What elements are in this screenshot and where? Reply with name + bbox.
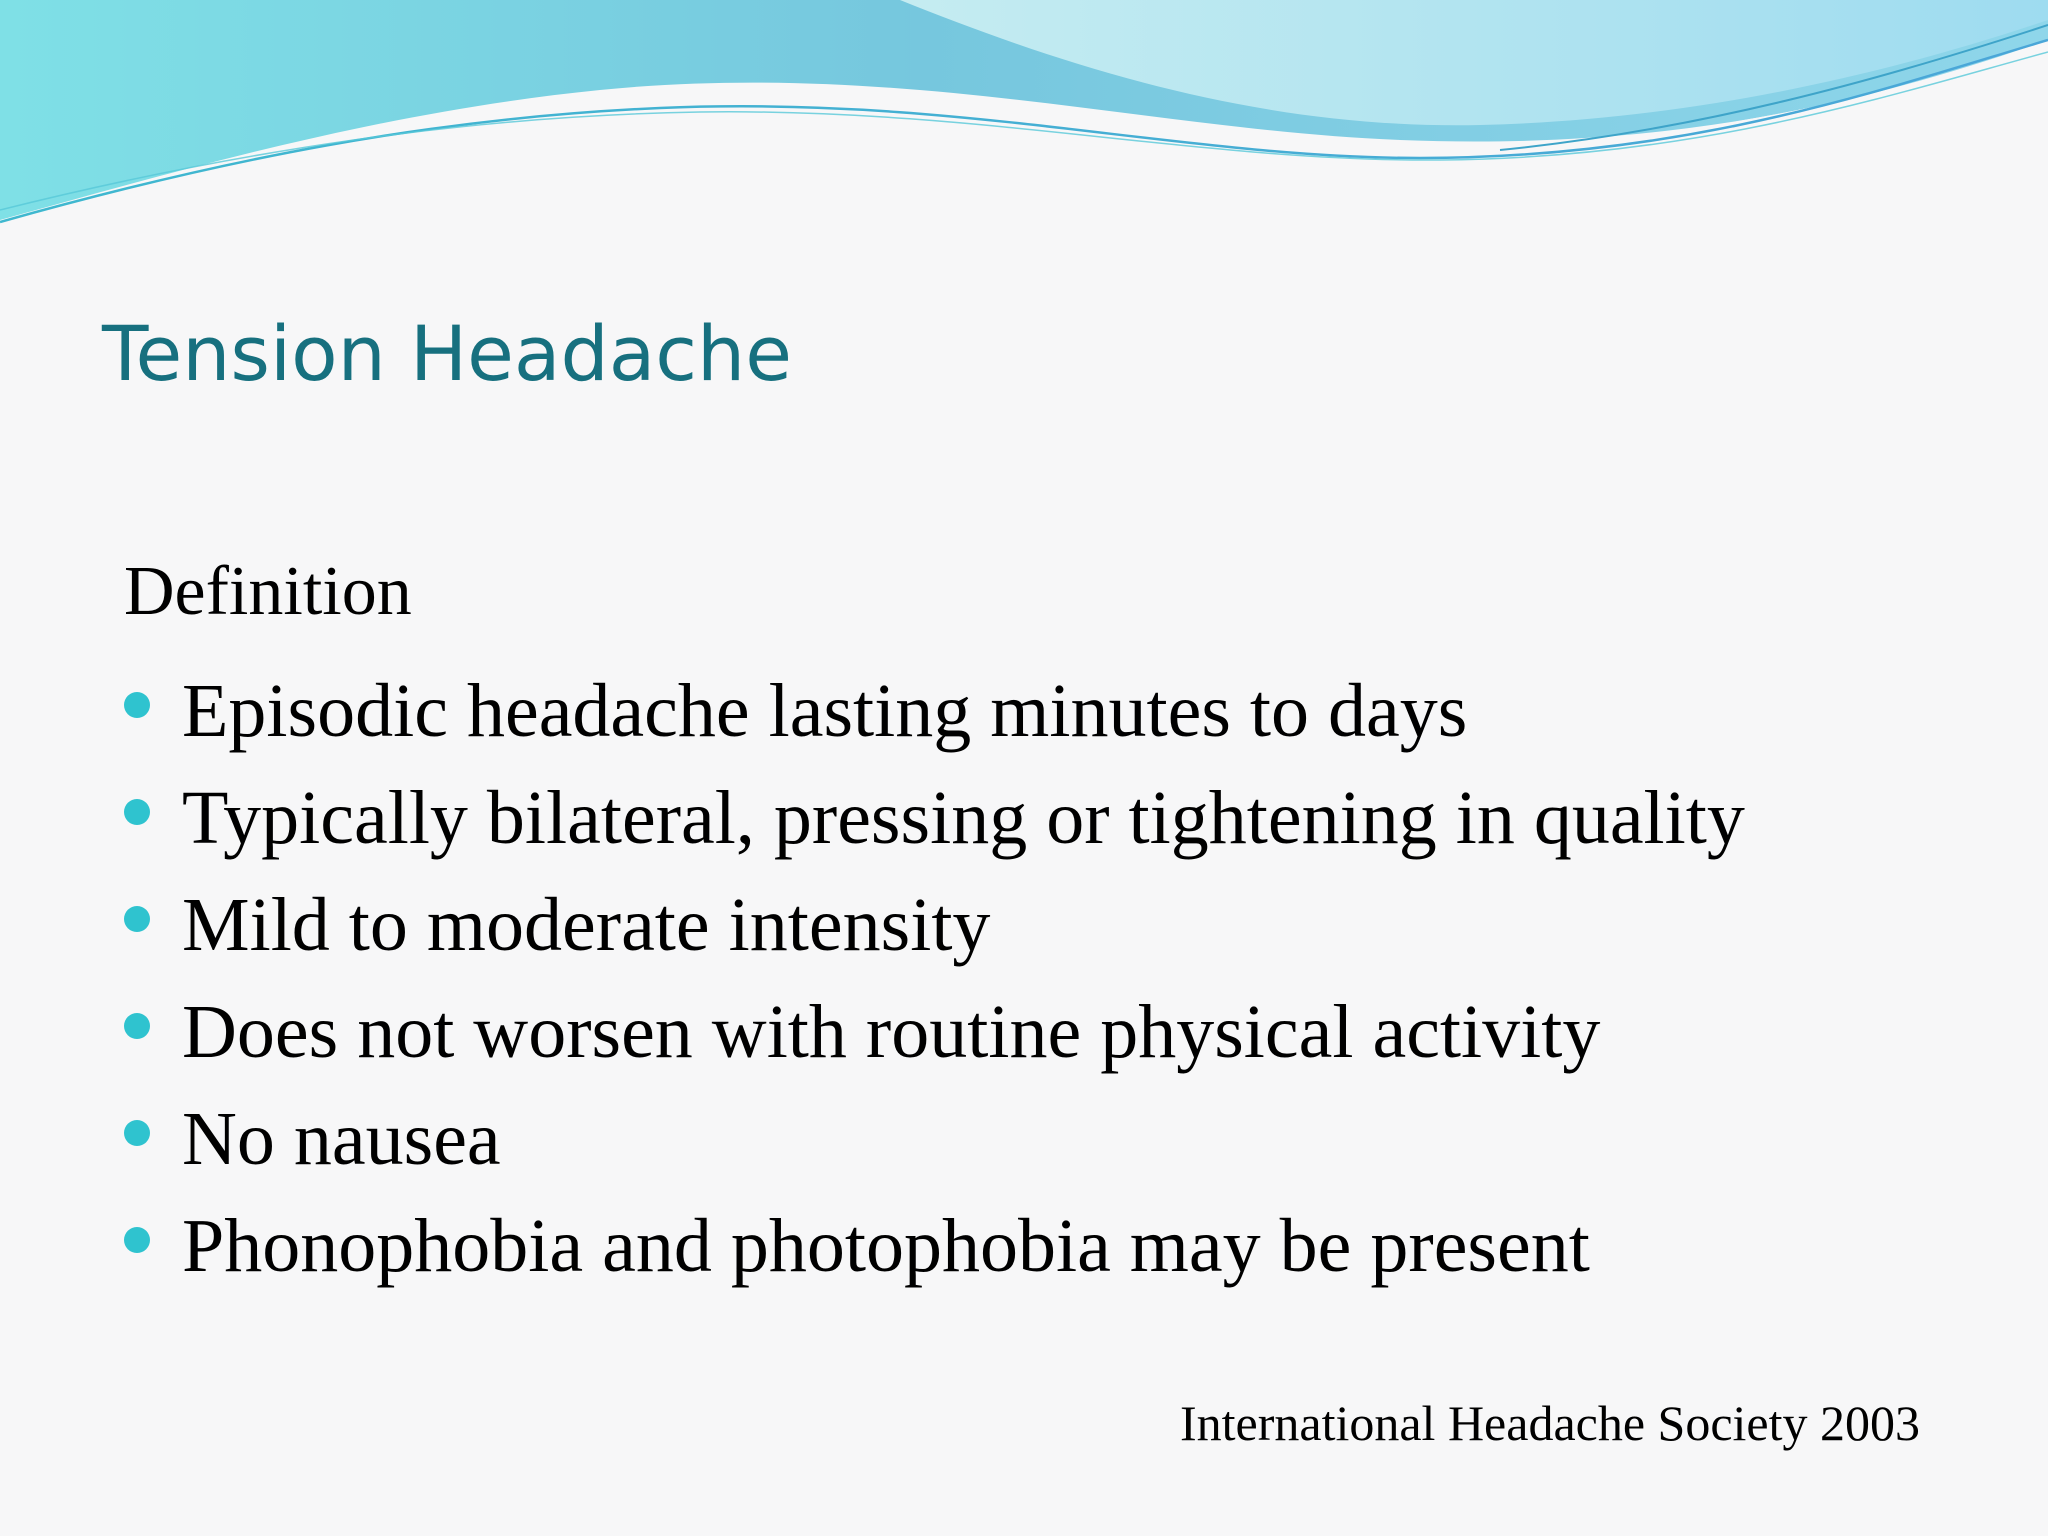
bullet-icon — [124, 799, 150, 825]
bullet-icon — [124, 1013, 150, 1039]
bullet-icon — [124, 1120, 150, 1146]
citation: International Headache Society 2003 — [1180, 1395, 1920, 1451]
definition-heading: Definition — [124, 553, 412, 630]
list-item — [124, 871, 1745, 978]
bullet-text: Does not worsen with routine physical activity — [182, 989, 1601, 1074]
list-item — [124, 1192, 1745, 1299]
definition-bullet-list — [124, 657, 1745, 1299]
bullet-icon — [124, 906, 150, 932]
list-item — [124, 978, 1745, 1085]
bullet-text: Typically bilateral, pressing or tightening in quality — [182, 775, 1745, 860]
list-item — [124, 657, 1745, 764]
slide-title: Tension Headache — [102, 309, 792, 398]
bullet-text: Phonophobia and photophobia may be present — [182, 1203, 1590, 1288]
bullet-icon — [124, 1227, 150, 1253]
bullet-text: Mild to moderate intensity — [182, 882, 991, 967]
list-item — [124, 764, 1745, 871]
bullet-icon — [124, 692, 150, 718]
bullet-text: Episodic headache lasting minutes to days — [182, 668, 1468, 753]
bullet-text: No nausea — [182, 1096, 501, 1181]
decorative-wave-header — [0, 0, 2048, 260]
list-item — [124, 1085, 1745, 1192]
